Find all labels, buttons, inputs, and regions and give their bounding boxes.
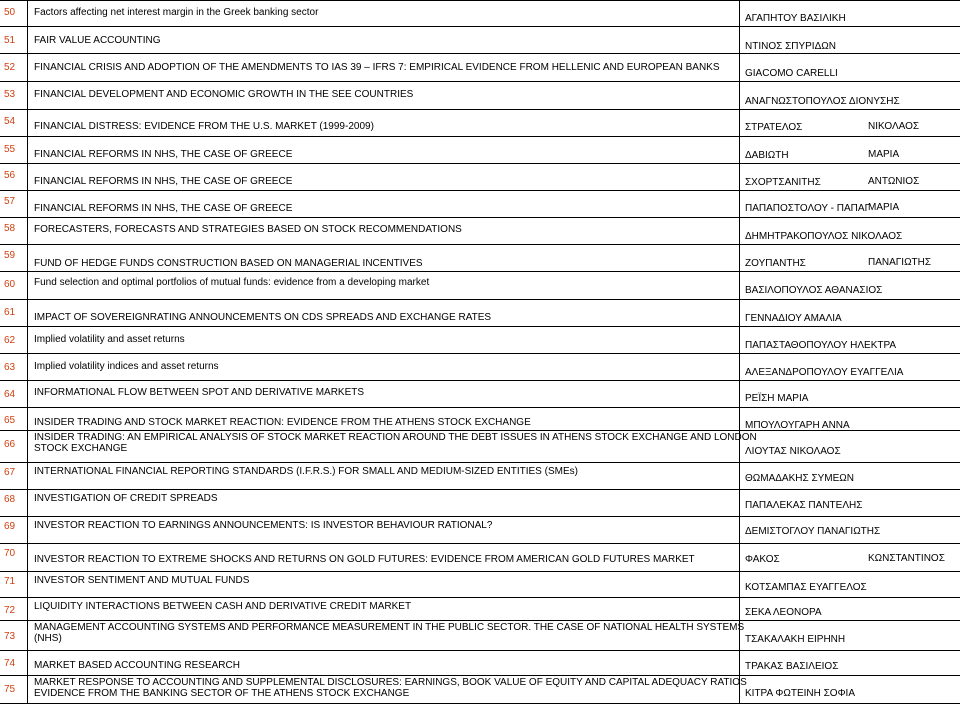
number-cell [0,245,28,271]
row-number: 52 [4,62,16,73]
table-row [0,598,960,621]
name-cell [740,676,960,703]
number-cell [0,544,28,571]
thesis-title: FINANCIAL DEVELOPMENT AND ECONOMIC GROWTH IN THE SEE COUNTRIES [34,89,414,100]
student-surname: ΚΙΤΡΑ ΦΩΤΕΙΝΗ ΣΟΦΙΑ [745,688,855,699]
table-row [0,544,960,572]
title-cell [28,408,740,430]
table-row [0,300,960,327]
thesis-title: FINANCIAL REFORMS IN NHS, THE CASE OF GREECE [34,176,293,187]
title-cell [28,245,740,271]
student-given-name: ΚΩΝΣΤΑΝΤΙΝΟΣ [868,553,945,564]
row-number: 51 [4,35,16,46]
number-cell [0,381,28,407]
title-cell [28,0,740,26]
thesis-title: FINANCIAL REFORMS IN NHS, THE CASE OF GREECE [34,203,293,214]
row-number: 62 [4,335,16,346]
row-number: 58 [4,223,16,234]
table-row [0,191,960,218]
student-given-name: ΜΑΡΙΑ [868,149,900,160]
thesis-title: INVESTOR SENTIMENT AND MUTUAL FUNDS [34,575,250,586]
row-number: 74 [4,658,16,669]
title-cell [28,621,745,650]
row-number: 59 [4,250,16,261]
name-cell [740,651,960,675]
student-surname: ΑΛΕΞΑΝΔΡΟΠΟΥΛΟΥ ΕΥΑΓΓΕΛΙΑ [745,367,904,378]
title-cell [28,82,740,109]
table-row [0,490,960,517]
row-number: 68 [4,494,16,505]
name-cell [740,544,960,571]
thesis-title: STOCK EXCHANGE [34,443,128,454]
student-surname: ΔΕΜΙΣΤΟΓΛΟΥ ΠΑΝΑΓΙΩΤΗΣ [745,526,881,537]
thesis-title: FINANCIAL REFORMS IN NHS, THE CASE OF GREECE [34,149,293,160]
number-cell [0,110,28,136]
student-surname: ΠΑΠΑΣΤΑΘΟΠΟΥΛΟΥ ΗΛΕΚΤΡΑ [745,340,897,351]
title-cell [28,164,740,190]
name-cell [740,191,960,217]
number-cell [0,431,28,462]
number-cell [0,408,28,430]
thesis-title: Fund selection and optimal portfolios of mutual funds: evidence from a developing market [34,277,430,288]
thesis-title: INVESTOR REACTION TO EXTREME SHOCKS AND RETURNS ON GOLD FUTURES: EVIDENCE FROM AMERICAN GOLD FUTURES MARKET [34,554,695,565]
title-cell [28,676,747,703]
number-cell [0,54,28,81]
title-cell [28,354,740,380]
table-row [0,0,960,27]
table-row [0,110,960,137]
name-cell [740,27,960,53]
title-cell [28,517,740,543]
thesis-title: Factors affecting net interest margin in the Greek banking sector [34,7,319,18]
student-given-name: ΝΙΚΟΛΑΟΣ [868,121,920,132]
title-cell [28,191,740,217]
thesis-title: FINANCIAL CRISIS AND ADOPTION OF THE AMENDMENTS TO IAS 39 – IFRS 7: EMPIRICAL EVIDENCE FROM HELLENIC AND EUROPEAN BANKS [34,62,720,73]
number-cell [0,272,28,299]
table-row [0,354,960,381]
name-cell [740,621,960,650]
title-cell [28,463,740,489]
name-cell [740,381,960,407]
row-number: 65 [4,415,16,426]
name-cell [740,598,960,620]
thesis-title: INVESTOR REACTION TO EARNINGS ANNOUNCEMENTS: IS INVESTOR BEHAVIOUR RATIONAL? [34,520,493,531]
student-surname: ΣΕΚΑ ΛΕΟΝΟΡΑ [745,607,822,618]
name-cell [740,463,960,489]
row-number: 61 [4,307,16,318]
student-surname: ΦΑΚΟΣ [745,554,780,565]
number-cell [0,137,28,163]
row-number: 57 [4,196,16,207]
title-cell [28,272,740,299]
title-cell [28,327,740,353]
student-surname: ΡΕΪΣΗ ΜΑΡΙΑ [745,393,809,404]
title-cell [28,54,740,81]
title-cell [28,218,740,244]
table-row [0,82,960,110]
number-cell [0,191,28,217]
student-surname: ΠΑΠΑΠΟΣΤΟΛΟΥ - ΠΑΠΑΓ [745,203,871,214]
table-row [0,381,960,408]
table-row [0,27,960,54]
title-cell [28,110,740,136]
title-cell [28,598,740,620]
name-cell [740,82,960,109]
table-row [0,431,960,463]
student-surname: ΓΕΝΝΑΔΙΟΥ ΑΜΑΛΙΑ [745,313,842,324]
name-cell [740,137,960,163]
thesis-title: INTERNATIONAL FINANCIAL REPORTING STANDARDS (I.F.R.S.) FOR SMALL AND MEDIUM-SIZED ENTITIES (SMEs) [34,466,578,477]
title-cell [28,651,740,675]
row-number: 50 [4,7,16,18]
thesis-title: IMPACT OF SOVEREIGNRATING ANNOUNCEMENTS ON CDS SPREADS AND EXCHANGE RATES [34,312,492,323]
table-row [0,651,960,676]
name-cell [740,164,960,190]
table-row [0,327,960,354]
name-cell [740,0,960,26]
number-cell [0,572,28,597]
student-surname: ΛΙΟΥΤΑΣ ΝΙΚΟΛΑΟΣ [745,446,841,457]
title-cell [28,137,740,163]
number-cell [0,598,28,620]
number-cell [0,676,28,703]
table-row [0,245,960,272]
name-cell [740,517,960,543]
student-given-name: ΠΑΝΑΓΙΩΤΗΣ [868,257,932,268]
thesis-title: (NHS) [34,633,62,644]
name-cell [740,272,960,299]
student-surname: ΝΤΙΝΟΣ ΣΠΥΡΙΔΩΝ [745,41,836,52]
row-number: 55 [4,144,16,155]
name-cell [740,572,960,597]
thesis-title: FAIR VALUE ACCOUNTING [34,35,161,46]
number-cell [0,621,28,650]
name-cell [740,490,960,516]
table-row [0,676,960,704]
title-cell [28,431,757,462]
title-cell [28,300,740,326]
thesis-title: INVESTIGATION OF CREDIT SPREADS [34,493,218,504]
table-row [0,572,960,598]
student-surname: ΔΗΜΗΤΡΑΚΟΠΟΥΛΟΣ ΝΙΚΟΛΑΟΣ [745,231,903,242]
table-row [0,463,960,490]
number-cell [0,517,28,543]
row-number: 75 [4,684,16,695]
student-surname: ΣΧΟΡΤΣΑΝΙΤΗΣ [745,177,821,188]
title-cell [28,572,740,597]
title-cell [28,27,740,53]
number-cell [0,164,28,190]
thesis-title: EVIDENCE FROM THE BANKING SECTOR OF THE ATHENS STOCK EXCHANGE [34,688,410,699]
row-number: 60 [4,279,16,290]
student-surname: ΘΩΜΑΔΑΚΗΣ ΣΥΜΕΩΝ [745,473,855,484]
name-cell [740,408,960,430]
row-number: 72 [4,605,16,616]
thesis-title: FINANCIAL DISTRESS: EVIDENCE FROM THE U.S. MARKET (1999-2009) [34,121,374,132]
row-number: 53 [4,89,16,100]
row-number: 71 [4,576,16,587]
table-row [0,164,960,191]
row-number: 69 [4,521,16,532]
number-cell [0,82,28,109]
student-given-name: ΑΝΤΩΝΙΟΣ [868,176,920,187]
student-surname: ΔΑΒΙΩΤΗ [745,150,789,161]
table-row [0,272,960,300]
student-given-name: ΜΑΡΙΑ [868,202,900,213]
table-row [0,517,960,544]
thesis-title: Implied volatility and asset returns [34,334,185,345]
name-cell [740,110,960,136]
thesis-title: FUND OF HEDGE FUNDS CONSTRUCTION BASED ON MANAGERIAL INCENTIVES [34,258,423,269]
number-cell [0,27,28,53]
name-cell [740,245,960,271]
thesis-title: INSIDER TRADING AND STOCK MARKET REACTION: EVIDENCE FROM THE ATHENS STOCK EXCHANGE [34,417,531,428]
number-cell [0,490,28,516]
name-cell [740,218,960,244]
row-number: 56 [4,170,16,181]
title-cell [28,544,740,571]
thesis-title: INSIDER TRADING: AN EMPIRICAL ANALYSIS OF STOCK MARKET REACTION AROUND THE DEBT ISSUES IN ATHENS STOCK EXCHANGE AND LONDON [34,432,757,443]
name-cell [740,300,960,326]
row-number: 67 [4,467,16,478]
row-number: 66 [4,439,16,450]
thesis-title: INFORMATIONAL FLOW BETWEEN SPOT AND DERIVATIVE MARKETS [34,387,365,398]
student-surname: ΜΠΟΥΛΟΥΓΑΡΗ ΑΝΝΑ [745,420,850,431]
table-row [0,408,960,431]
thesis-title: MARKET RESPONSE TO ACCOUNTING AND SUPPLEMENTAL DISCLOSURES: EARNINGS, BOOK VALUE OF EQUITY AND CAPITAL ADEQUACY RATIOS [34,677,747,688]
student-surname: ΑΝΑΓΝΩΣΤΟΠΟΥΛΟΣ ΔΙΟΝΥΣΗΣ [745,96,900,107]
row-number: 54 [4,116,16,127]
number-cell [0,0,28,26]
number-cell [0,327,28,353]
student-surname: ΤΡΑΚΑΣ ΒΑΣΙΛΕΙΟΣ [745,661,839,672]
student-surname: ΠΑΠΑΛΕΚΑΣ ΠΑΝΤΕΛΗΣ [745,500,863,511]
title-cell [28,490,740,516]
table-row [0,137,960,164]
thesis-title: MARKET BASED ACCOUNTING RESEARCH [34,660,240,671]
number-cell [0,651,28,675]
student-surname: ΖΟΥΠΑΝΤΗΣ [745,258,806,269]
row-number: 64 [4,389,16,400]
student-surname: ΒΑΣΙΛΟΠΟΥΛΟΣ ΑΘΑΝΑΣΙΟΣ [745,285,883,296]
thesis-title: Implied volatility indices and asset returns [34,361,219,372]
number-cell [0,218,28,244]
student-surname: GIACOMO CARELLI [745,68,838,79]
number-cell [0,300,28,326]
number-cell [0,463,28,489]
table-row [0,54,960,82]
row-number: 70 [4,548,16,559]
table-row [0,621,960,651]
row-number: 73 [4,631,16,642]
number-cell [0,354,28,380]
thesis-title: MANAGEMENT ACCOUNTING SYSTEMS AND PERFORMANCE MEASUREMENT IN THE PUBLIC SECTOR. THE CASE OF NATIONAL HEALTH SYSTEMS [34,622,745,633]
thesis-title: LIQUIDITY INTERACTIONS BETWEEN CASH AND DERIVATIVE CREDIT MARKET [34,601,412,612]
title-cell [28,381,740,407]
thesis-title: FORECASTERS, FORECASTS AND STRATEGIES BASED ON STOCK RECOMMENDATIONS [34,224,462,235]
row-number: 63 [4,362,16,373]
name-cell [740,54,960,81]
student-surname: ΣΤΡΑΤΕΛΟΣ [745,122,803,133]
name-cell [740,431,960,462]
table-row [0,218,960,245]
student-surname: ΤΣΑΚΑΛΑΚΗ ΕΙΡΗΝΗ [745,634,846,645]
name-cell [740,327,960,353]
student-surname: ΑΓΑΠΗΤΟΥ ΒΑΣΙΛΙΚΗ [745,13,846,24]
student-surname: ΚΟΤΣΑΜΠΑΣ ΕΥΑΓΓΕΛΟΣ [745,582,867,593]
name-cell [740,354,960,380]
